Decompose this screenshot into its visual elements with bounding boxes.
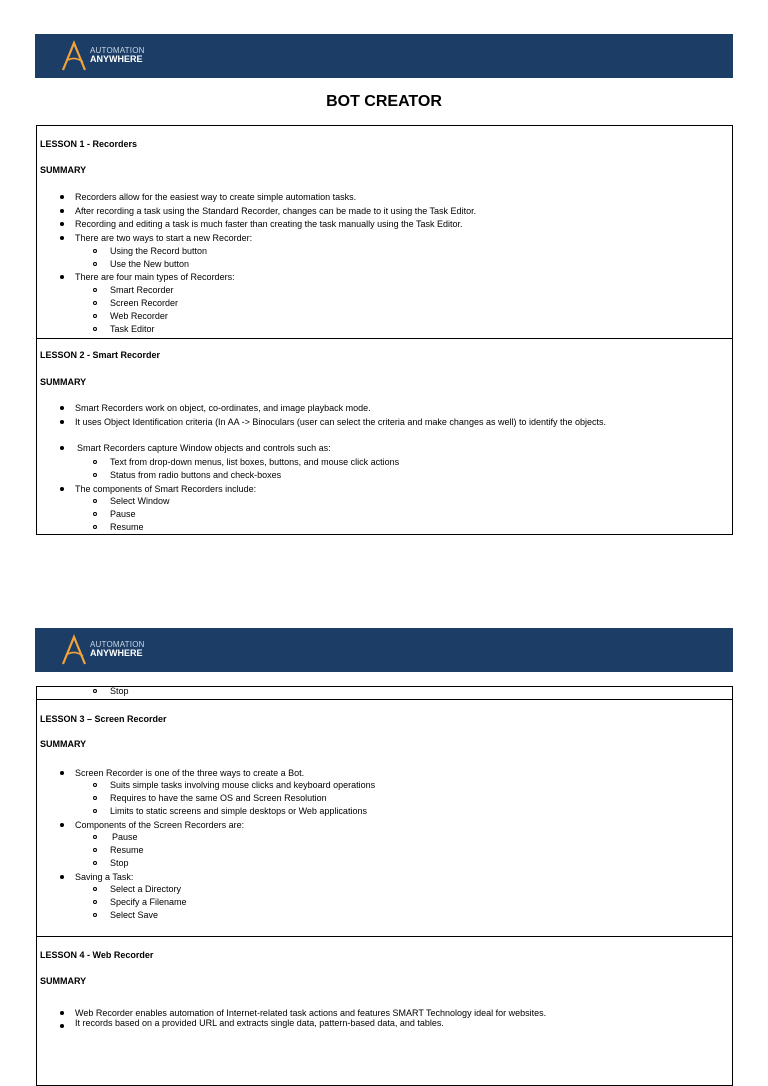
lesson3-sub-item: Pause [112, 832, 138, 842]
bullet-icon [60, 209, 64, 213]
brand-name [90, 46, 145, 64]
lesson3-summary-label: SUMMARY [40, 739, 87, 749]
lesson3-bullet: Saving a Task: [75, 872, 134, 882]
lesson1-bullet: After recording a task using the Standard Recorder, changes can be made to it using the Task Editor. [75, 206, 477, 216]
bullet-icon [60, 222, 64, 226]
automation-anywhere-logo-icon [59, 40, 89, 72]
lesson3-sub-item: Specify a Filename [110, 897, 187, 907]
lesson1-sub-item: Task Editor [110, 324, 155, 334]
lesson3-sub-item: Requires to have the same OS and Screen Resolution [110, 793, 327, 803]
sub-bullet-icon [93, 887, 97, 891]
lesson4-summary-label: SUMMARY [40, 976, 87, 986]
lesson3-bullet: Components of the Screen Recorders are: [75, 820, 245, 830]
lesson2-bullet: Smart Recorders capture Window objects and controls such as: [77, 443, 331, 453]
bullet-icon [60, 446, 64, 450]
lesson4-bullet: It records based on a provided URL and extracts single data, pattern-based data, and tables. [75, 1018, 444, 1028]
sub-bullet-icon [93, 783, 97, 787]
bullet-icon [60, 1011, 64, 1015]
lesson2-sub-item: Pause [110, 509, 136, 519]
lesson3-sub-item: Limits to static screens and simple desktops or Web applications [110, 806, 367, 816]
lesson3-sub-item: Resume [110, 845, 144, 855]
lesson1-sub-item: Web Recorder [110, 311, 168, 321]
sub-bullet-icon [93, 848, 97, 852]
lesson2-bullet: Smart Recorders work on object, co-ordinates, and image playback mode. [75, 403, 371, 413]
sub-bullet-icon [93, 689, 97, 693]
header-banner [35, 34, 733, 78]
sub-bullet-icon [93, 913, 97, 917]
document-title: BOT CREATOR [326, 93, 442, 110]
brand-line1: AUTOMATION [90, 640, 145, 649]
bullet-icon [60, 406, 64, 410]
lesson-divider [36, 936, 733, 937]
lesson2-heading: LESSON 2 - Smart Recorder [40, 350, 161, 360]
lesson2-sub-item: Status from radio buttons and check-boxes [110, 470, 282, 480]
sub-bullet-icon [93, 327, 97, 331]
lesson3-sub-item: Select Save [110, 910, 159, 920]
lesson2-sub-item: Text from drop-down menus, list boxes, buttons, and mouse click actions [110, 457, 400, 467]
sub-bullet-icon [93, 835, 97, 839]
sub-bullet-icon [93, 262, 97, 266]
lesson4-heading: LESSON 4 - Web Recorder [40, 950, 154, 960]
sub-bullet-icon [93, 809, 97, 813]
header-banner [35, 628, 733, 672]
automation-anywhere-logo-icon [59, 634, 89, 666]
bullet-icon [60, 420, 64, 424]
lesson2-bullet: It uses Object Identification criteria (In AA -> Binoculars (user can select the criteria and make changes as well) to identify the objects. [75, 417, 607, 427]
brand-line2: ANYWHERE [90, 54, 143, 64]
lesson2-bullet: The components of Smart Recorders include: [75, 484, 257, 494]
sub-bullet-icon [93, 796, 97, 800]
brand-name [90, 640, 145, 658]
sub-bullet-icon [93, 288, 97, 292]
lesson2-sub-item: Stop [110, 686, 129, 696]
lesson4-bullet: Web Recorder enables automation of Internet-related task actions and features SMART Technology ideal for websites. [75, 1008, 547, 1018]
bullet-icon [60, 823, 64, 827]
lesson2-sub-item: Resume [110, 522, 144, 532]
bullet-icon [60, 771, 64, 775]
lesson-divider [36, 338, 733, 339]
bullet-icon [60, 236, 64, 240]
lesson1-sub-item: Screen Recorder [110, 298, 179, 308]
lesson2-summary-label: SUMMARY [40, 377, 87, 387]
lesson1-bullet: There are two ways to start a new Recorder: [75, 233, 253, 243]
lesson-divider [36, 699, 733, 700]
brand-line1: AUTOMATION [90, 46, 145, 55]
bullet-icon [60, 1024, 64, 1028]
sub-bullet-icon [93, 249, 97, 253]
lesson3-heading: LESSON 3 – Screen Recorder [40, 714, 167, 724]
sub-bullet-icon [93, 525, 97, 529]
lesson1-bullet: Recorders allow for the easiest way to create simple automation tasks. [75, 192, 357, 202]
lesson1-bullet: There are four main types of Recorders: [75, 272, 235, 282]
lesson3-sub-item: Stop [110, 858, 129, 868]
bullet-icon [60, 875, 64, 879]
bullet-icon [60, 195, 64, 199]
sub-bullet-icon [93, 314, 97, 318]
sub-bullet-icon [93, 900, 97, 904]
bullet-icon [60, 487, 64, 491]
brand-line2: ANYWHERE [90, 648, 143, 658]
sub-bullet-icon [93, 512, 97, 516]
lesson1-bullet: Recording and editing a task is much faster than creating the task manually using the Task Editor. [75, 219, 463, 229]
sub-bullet-icon [93, 861, 97, 865]
lesson2-sub-item: Select Window [110, 496, 170, 506]
lesson3-bullet: Screen Recorder is one of the three ways to create a Bot. [75, 768, 305, 778]
sub-bullet-icon [93, 499, 97, 503]
lesson1-summary-label: SUMMARY [40, 165, 87, 175]
lesson3-sub-item: Suits simple tasks involving mouse clicks and keyboard operations [110, 780, 376, 790]
sub-bullet-icon [93, 473, 97, 477]
sub-bullet-icon [93, 460, 97, 464]
lesson1-sub-item: Using the Record button [110, 246, 208, 256]
bullet-icon [60, 275, 64, 279]
lesson1-sub-item: Use the New button [110, 259, 190, 269]
lesson1-sub-item: Smart Recorder [110, 285, 174, 295]
lesson1-heading: LESSON 1 - Recorders [40, 139, 138, 149]
lesson3-sub-item: Select a Directory [110, 884, 182, 894]
sub-bullet-icon [93, 301, 97, 305]
